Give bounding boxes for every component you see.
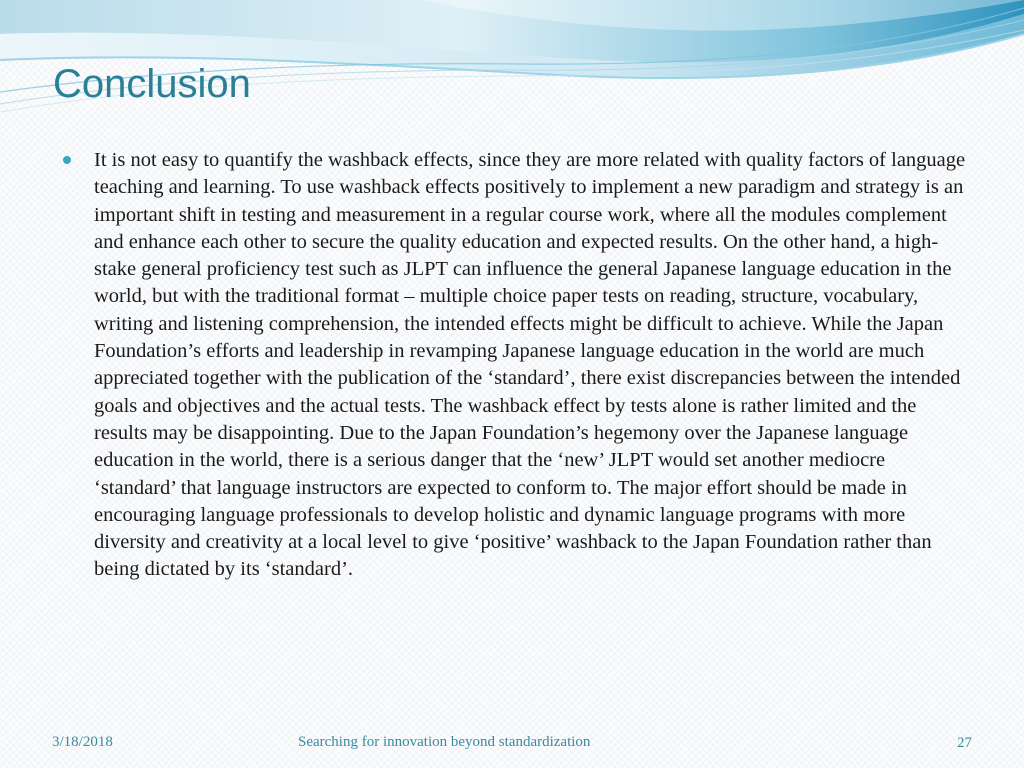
slide-title: Conclusion <box>53 62 251 106</box>
bullet-item <box>60 147 970 584</box>
footer-title: Searching for innovation beyond standardization <box>298 734 591 750</box>
bullet-dot-icon <box>63 156 71 164</box>
slide-body <box>60 147 970 584</box>
page-number: 27 <box>957 735 972 751</box>
bullet-text: It is not easy to quantify the washback effects, since they are more related with quality factors of language teaching and learning. To use washback effects positively to implement a new paradigm and strategy is an important shift in testing and measurement in a regular course work, where all the modules complement and enhance each other to secure the quality education and expected results. On the other hand, a high-stake general proficiency test such as JLPT can influence the general Japanese language education in the world, but with the traditional format – multiple choice paper tests on reading, structure, vocabulary, writing and listening comprehension, the intended effects might be difficult to achieve. While the Japan Foundation’s efforts and leadership in revamping Japanese language education in the world are much appreciated together with the publication of the ‘standard’, there exist discrepancies between the intended goals and objectives and the actual tests. The washback effect by tests alone is rather limited and the results may be disappointing. Due to the Japan Foundation’s hegemony over the Japanese language education in the world, there is a serious danger that the ‘new’ JLPT would set another mediocre ‘standard’ that language instructors are expected to conform to. The major effort should be made in encouraging language professionals to develop holistic and dynamic language programs with more diversity and creativity at a local level to give ‘positive’ washback to the Japan Foundation rather than being dictated by its ‘standard’. <box>94 149 966 581</box>
footer-date: 3/18/2018 <box>52 734 113 750</box>
